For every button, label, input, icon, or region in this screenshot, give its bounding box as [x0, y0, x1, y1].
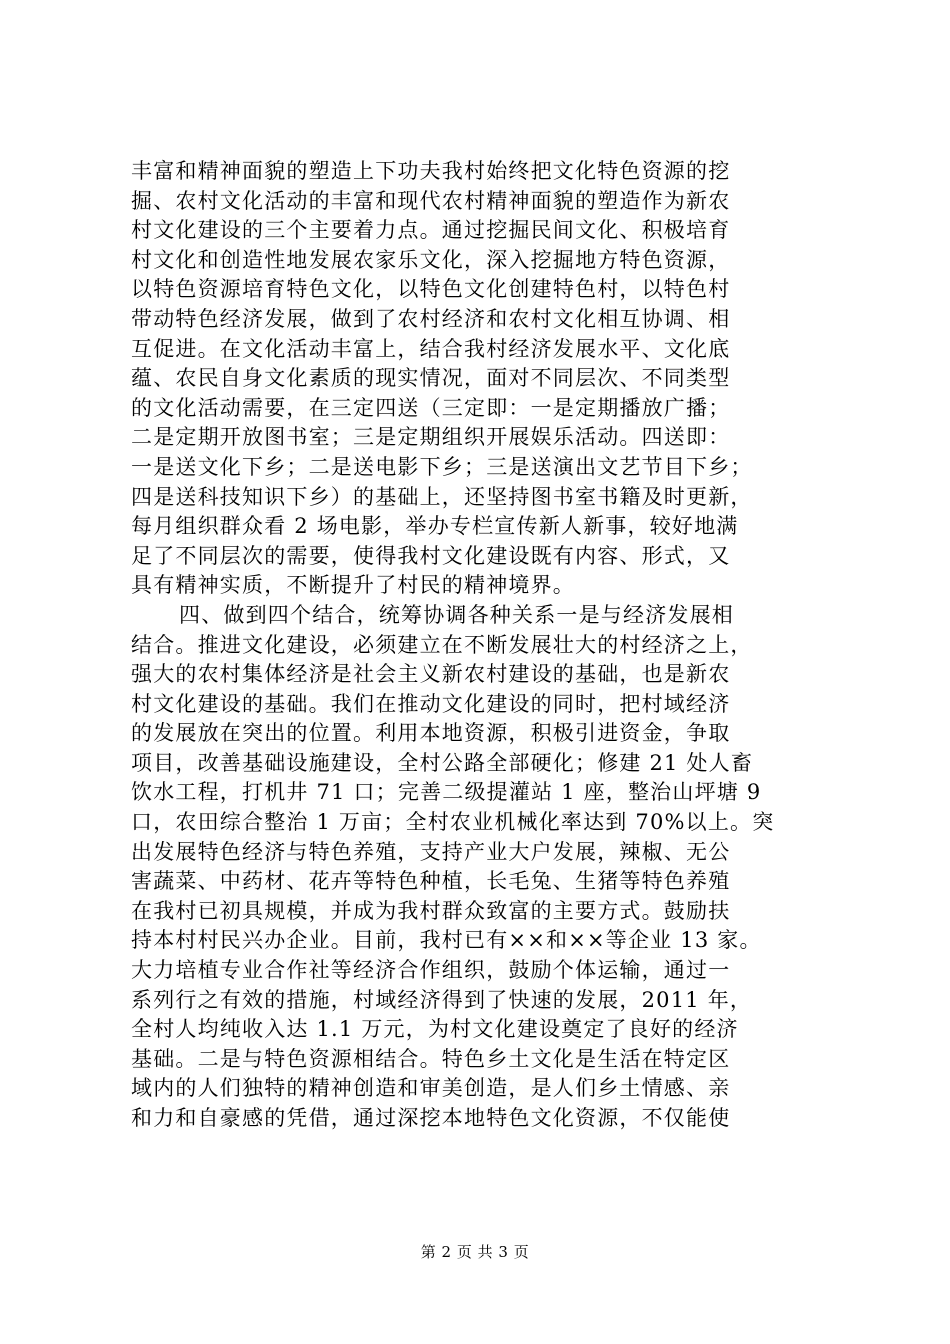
text-line: 出发展特色经济与特色养殖，支持产业大户发展，辣椒、无公 — [131, 839, 731, 864]
text-line: 四是送科技知识下乡）的基础上，还坚持图书室书籍及时更新， — [131, 484, 753, 509]
text-line: 在我村已初具规模，并成为我村群众致富的主要方式。鼓励扶 — [131, 898, 731, 923]
text-line: 带动特色经济发展，做到了农村经济和农村文化相互协调、相 — [131, 306, 731, 331]
text-line: 害蔬菜、中药材、花卉等特色种植，长毛兔、生猪等特色养殖 — [131, 869, 731, 894]
text-line: 基础。二是与特色资源相结合。特色乡土文化是生活在特定区 — [131, 1046, 731, 1071]
text-line: 村文化和创造性地发展农家乐文化，深入挖掘地方特色资源， — [131, 247, 731, 272]
page-number-footer: 第 2 页 共 3 页 — [420, 1243, 530, 1261]
text-line: 二是定期开放图书室；三是定期组织开展娱乐活动。四送即： — [131, 425, 731, 450]
text-line: 每月组织群众看 2 场电影，举办专栏宣传新人新事，较好地满 — [131, 514, 739, 539]
body-text — [131, 157, 831, 1134]
text-line: 域内的人们独特的精神创造和审美创造，是人们乡土情感、亲 — [131, 1076, 731, 1101]
text-line: 村文化建设的基础。我们在推动文化建设的同时，把村域经济 — [131, 691, 731, 716]
text-line: 的发展放在突出的位置。利用本地资源，积极引进资金，争取 — [131, 721, 731, 746]
text-line: 结合。推进文化建设，必须建立在不断发展壮大的村经济之上， — [131, 632, 753, 657]
paragraph-start-line: 四、做到四个结合，统筹协调各种关系一是与经济发展相 — [179, 602, 734, 627]
text-line: 一是送文化下乡；二是送电影下乡；三是送演出文艺节目下乡； — [131, 454, 753, 479]
text-line: 和力和自豪感的凭借，通过深挖本地特色文化资源，不仅能使 — [131, 1106, 731, 1130]
text-line: 口，农田综合整治 1 万亩；全村农业机械化率达到 70%以上。突 — [131, 810, 775, 835]
text-line: 饮水工程，打机井 71 口；完善二级提灌站 1 座，整治山坪塘 9 — [131, 780, 762, 805]
text-line: 项目，改善基础设施建设，全村公路全部硬化；修建 21 处人畜 — [131, 750, 754, 775]
text-line: 互促进。在文化活动丰富上，结合我村经济发展水平、文化底 — [131, 336, 731, 361]
text-line: 村文化建设的三个主要着力点。通过挖掘民间文化、积极培育 — [131, 218, 731, 243]
text-line: 具有精神实质，不断提升了村民的精神境界。 — [131, 573, 575, 598]
text-line: 蕴、农民自身文化素质的现实情况，面对不同层次、不同类型 — [131, 366, 731, 391]
text-line: 的文化活动需要，在三定四送（三定即：一是定期播放广播； — [131, 395, 731, 420]
text-line: 强大的农村集体经济是社会主义新农村建设的基础，也是新农 — [131, 662, 731, 687]
text-line: 系列行之有效的措施，村域经济得到了快速的发展，2011 年， — [131, 987, 753, 1012]
text-line: 大力培植专业合作社等经济合作组织，鼓励个体运输，通过一 — [131, 958, 731, 983]
text-line: 足了不同层次的需要，使得我村文化建设既有内容、形式，又 — [131, 543, 731, 568]
text-line: 持本村村民兴办企业。目前，我村已有××和××等企业 13 家。 — [131, 928, 762, 953]
text-line: 以特色资源培育特色文化，以特色文化创建特色村，以特色村 — [131, 277, 731, 302]
text-line: 掘、农村文化活动的丰富和现代农村精神面貌的塑造作为新农 — [131, 188, 731, 213]
text-line: 全村人均纯收入达 1.1 万元，为村文化建设奠定了良好的经济 — [131, 1017, 739, 1042]
text-line: 丰富和精神面貌的塑造上下功夫我村始终把文化特色资源的挖 — [131, 159, 731, 183]
